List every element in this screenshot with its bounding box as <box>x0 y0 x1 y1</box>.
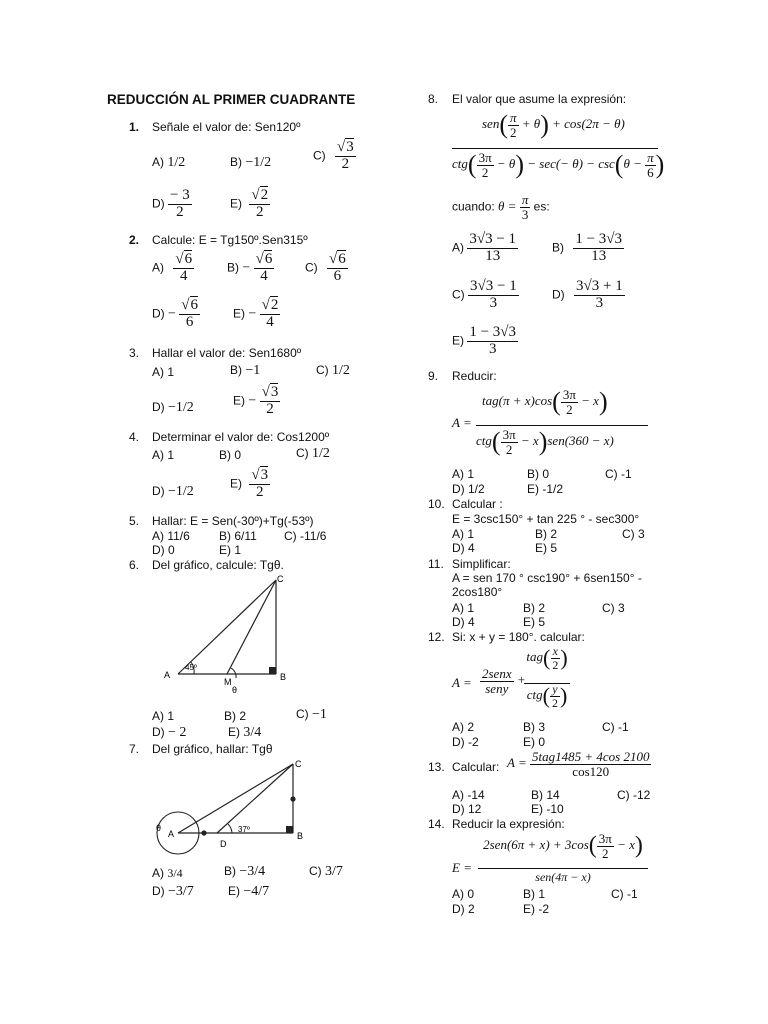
q8-expr-denominator: ctg( $\frac{3\pi}{2}$ − θ) − sec(− θ) − csc(θ − $\frac{\pi}{6}$ ) <box>452 149 665 180</box>
q8-option-e: E) $\frac{1 - 3√3}{3}$ <box>452 324 517 357</box>
q13-option-e: E) -10 <box>531 802 564 816</box>
q8-option-b: B) $\frac{1 - 3√3}{13}$ <box>552 231 623 264</box>
q6-text: Del gráfico, calcule: Tgθ. <box>152 558 284 572</box>
q7-option-a: A) 3/4 <box>152 866 183 880</box>
q9-expr-denominator: ctg( $\frac{3\pi}{2}$ − x)sen(360 − x) <box>476 426 614 457</box>
q7-segment-dc <box>217 764 293 833</box>
q1-number: 1. <box>129 120 140 134</box>
q2-option-a: A) $\frac{√6}{4}$ <box>152 251 193 284</box>
q1-option-c: C) $\frac{√3}{2}$ <box>313 139 354 172</box>
q8-fraction-bar <box>452 148 658 149</box>
q14-option-d: D) 2 <box>452 902 475 916</box>
q10-expression: E = 3csc150° + tan 225 ° - sec300° <box>452 512 640 526</box>
q4-option-d: D) −1/2 <box>152 484 194 499</box>
page-title: REDUCCIÓN AL PRIMER CUADRANTE <box>107 92 356 107</box>
q7-option-e: E) −4/7 <box>228 884 270 899</box>
q10-option-e: E) 5 <box>535 541 558 555</box>
q10-number: 10. <box>428 497 445 511</box>
q3-option-b: B) −1 <box>230 363 261 378</box>
q10-option-d: D) 4 <box>452 541 475 555</box>
q6-label-m: M <box>224 677 232 687</box>
q14-option-c: C) -1 <box>611 887 638 901</box>
q13-option-c: C) -12 <box>617 788 651 802</box>
q11-option-c: C) 3 <box>602 601 625 615</box>
q6-right-angle-mark <box>269 667 276 674</box>
q14-number: 14. <box>428 817 445 831</box>
q6-label-b: B <box>280 672 287 682</box>
q9-fraction-bar <box>476 425 648 426</box>
q2-option-c: C) $\frac{√6}{6}$ <box>305 251 346 284</box>
q11-expression-line1: A = sen 170 ° csc190° + 6sen150° - <box>452 571 642 585</box>
q12-text: Si: x + y = 180°. calcular: <box>452 630 585 644</box>
q7-option-b: B) −3/4 <box>224 864 266 879</box>
q14-text: Reducir la expresión: <box>452 817 565 831</box>
q1-option-b: B) −1/2 <box>230 155 272 170</box>
q6-label-c: C <box>277 574 284 584</box>
q2-text: Calcule: E = Tg150º.Sen315º <box>152 233 308 247</box>
q6-label-angle: 45º <box>185 663 197 672</box>
q12-option-b: B) 3 <box>523 720 546 734</box>
q11-expression-line2: 2cos180° <box>452 585 503 599</box>
q11-text: Simplificar: <box>452 557 511 571</box>
q7-label-theta: θ <box>156 823 162 833</box>
q7-right-angle-mark <box>286 826 293 833</box>
q5-number: 5. <box>129 514 140 528</box>
q6-option-c: C) −1 <box>296 707 327 722</box>
q13-option-b: B) 14 <box>531 788 560 802</box>
q5-option-d: D) 0 <box>152 543 175 557</box>
q10-option-a: A) 1 <box>452 527 475 541</box>
q7-label-b: B <box>297 831 304 841</box>
q7-option-c: C) 3/7 <box>309 864 343 879</box>
q3-option-d: D) −1/2 <box>152 400 194 415</box>
q7-label-angle: 37º <box>238 825 250 834</box>
q8-text: El valor que asume la expresión: <box>452 92 627 106</box>
q7-side-ac <box>178 764 293 833</box>
q13-option-d: D) 12 <box>452 802 482 816</box>
q9-option-a: A) 1 <box>452 467 475 481</box>
q6-triangle-figure <box>160 572 300 702</box>
q10-text: Calcular : <box>452 497 503 511</box>
q10-option-b: B) 2 <box>535 527 558 541</box>
q9-option-c: C) -1 <box>605 467 632 481</box>
q9-option-d: D) 1/2 <box>452 482 485 496</box>
q13-text: Calcular: <box>452 760 500 774</box>
q12-option-a: A) 2 <box>452 720 475 734</box>
q3-option-e: E) − $\frac{√3}{2}$ <box>233 384 279 417</box>
q6-label-theta: θ <box>232 685 238 695</box>
q13-option-a: A) -14 <box>452 788 485 802</box>
q5-text: Hallar: E = Sen(-30º)+Tg(-53º) <box>152 514 314 528</box>
q5-option-b: B) 6/11 <box>219 529 257 543</box>
q6-option-a: A) 1 <box>152 709 175 723</box>
q14-option-a: A) 0 <box>452 887 475 901</box>
q7-label-c: C <box>295 759 302 769</box>
q7-midpoint <box>290 796 295 801</box>
q7-text: Del gráfico, hallar: Tgθ <box>152 742 273 756</box>
q4-text: Determinar el valor de: Cos1200º <box>152 430 330 444</box>
q7-option-d: D) −3/7 <box>152 884 194 899</box>
q8-number: 8. <box>428 92 439 106</box>
q12-option-e: E) 0 <box>523 735 546 749</box>
q6-theta-arc <box>231 668 236 678</box>
q8-expr-numerator: sen( $\frac{\pi}{2}$ + θ) + cos(2π − θ) <box>482 109 625 140</box>
q1-text: Señale el valor de: Sen120º <box>152 120 301 134</box>
q10-option-c: C) 3 <box>622 527 645 541</box>
q4-number: 4. <box>129 430 140 444</box>
q2-number: 2. <box>129 233 140 247</box>
q9-option-e: E) -1/2 <box>527 482 564 496</box>
q12-option-c: C) -1 <box>602 720 629 734</box>
q5-option-a: A) 11/6 <box>152 529 190 543</box>
q1-option-a: A) 1/2 <box>152 155 186 170</box>
q1-option-d: D) $\frac{- 3}{2}$ <box>152 187 190 220</box>
q4-option-a: A) 1 <box>152 448 175 462</box>
q14-option-e: E) -2 <box>523 902 550 916</box>
q8-condition: cuando: θ = $\frac{\pi}{3}$ es: <box>452 192 550 222</box>
q6-segment-mc <box>227 580 276 674</box>
q5-option-e: E) 1 <box>219 543 242 557</box>
q13-expression: A = $\frac{\text{5tag1485 + 4cos 2100}}{\cos 120}$ <box>507 749 650 779</box>
q13-number: 13. <box>428 760 445 774</box>
q2-option-d: D) − $\frac{√6}{6}$ <box>152 297 198 330</box>
q6-number: 6. <box>129 558 140 572</box>
q7-label-a: A <box>168 829 175 839</box>
q5-option-c: C) -11/6 <box>284 529 327 543</box>
q6-side-ac <box>178 580 276 674</box>
q4-option-e: E) $\frac{√3}{2}$ <box>230 467 269 500</box>
q7-point <box>201 830 206 835</box>
q9-expr-numerator: tag(π + x)cos( $\frac{3\pi}{2}$ − x) <box>482 386 608 417</box>
q11-option-d: D) 4 <box>452 615 475 629</box>
q4-option-b: B) 0 <box>219 448 242 462</box>
q2-option-b: B) − $\frac{√6}{4}$ <box>227 251 273 284</box>
q6-option-d: D) − 2 <box>152 725 187 740</box>
q12-option-d: D) -2 <box>452 735 479 749</box>
q2-option-e: E) − $\frac{√2}{4}$ <box>233 297 279 330</box>
q8-option-c: C) $\frac{3√3 - 1}{3}$ <box>452 278 517 311</box>
q8-option-d: D) $\frac{3√3 + 1}{3}$ <box>552 278 623 311</box>
q1-option-e: E) $\frac{√2}{2}$ <box>230 187 269 220</box>
q14-option-b: B) 1 <box>523 887 546 901</box>
q12-number: 12. <box>428 630 445 644</box>
q3-text: Hallar el valor de: Sen1680º <box>152 346 302 360</box>
q3-option-a: A) 1 <box>152 365 175 379</box>
q9-text: Reducir: <box>452 369 497 383</box>
q11-option-b: B) 2 <box>523 601 546 615</box>
q6-option-e: E) 3/4 <box>228 725 262 740</box>
q11-option-a: A) 1 <box>452 601 475 615</box>
q9-number: 9. <box>428 369 439 383</box>
q3-option-c: C) 1/2 <box>316 363 350 378</box>
q8-option-a: A) $\frac{3√3 - 1}{13}$ <box>452 231 517 264</box>
q11-number: 11. <box>428 557 444 571</box>
q11-option-e: E) 5 <box>523 615 546 629</box>
q3-number: 3. <box>129 346 140 360</box>
q9-option-b: B) 0 <box>527 467 550 481</box>
q4-option-c: C) 1/2 <box>296 446 330 461</box>
q6-label-a: A <box>164 670 171 680</box>
q7-angle-arc <box>228 824 232 833</box>
q7-triangle-figure <box>152 755 322 855</box>
q7-number: 7. <box>129 742 140 756</box>
q7-label-d: D <box>220 839 227 849</box>
q6-option-b: B) 2 <box>224 709 247 723</box>
q9-expr-lhs: A = <box>452 415 472 430</box>
